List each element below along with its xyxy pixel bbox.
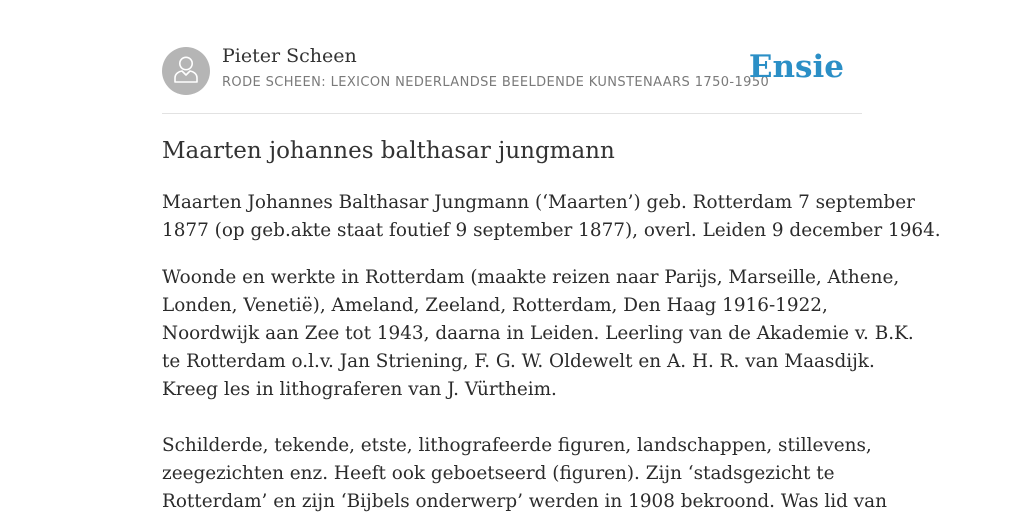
text-line: Rotterdam’ en zijn ‘Bijbels onderwerp’ werden in 1908 bekroond. Was lid van xyxy=(162,491,887,512)
text-line: Woonde en werkte in Rotterdam (maakte reizen naar Parijs, Marseille, Athene, xyxy=(162,267,900,288)
author-name[interactable]: Pieter Scheen xyxy=(222,45,357,67)
user-icon xyxy=(172,54,200,88)
paragraph xyxy=(162,264,914,404)
paragraph xyxy=(162,189,941,245)
source-label[interactable]: RODE SCHEEN: LEXICON NEDERLANDSE BEELDENDE KUNSTENAARS 1750-1950 xyxy=(222,75,770,90)
article-body xyxy=(162,189,941,512)
header xyxy=(162,0,862,114)
text-line: Londen, Venetië), Ameland, Zeeland, Rotterdam, Den Haag 1916-1922, xyxy=(162,295,828,316)
text-line: zeegezichten enz. Heeft ook geboetseerd (figuren). Zijn ‘stadsgezicht te xyxy=(162,463,835,484)
text-line: Noordwijk aan Zee tot 1943, daarna in Leiden. Leerling van de Akademie v. B.K. xyxy=(162,323,914,344)
text-line: te Rotterdam o.l.v. Jan Striening, F. G. W. Oldewelt en A. H. R. van Maasdijk. xyxy=(162,351,875,372)
page xyxy=(162,0,941,512)
text-line: Maarten Johannes Balthasar Jungmann (‘Maarten’) geb. Rotterdam 7 september xyxy=(162,192,915,213)
text-line: Kreeg les in lithograferen van J. Vürtheim. xyxy=(162,379,557,400)
brand-logo[interactable]: Ensie xyxy=(748,49,844,85)
text-line: 1877 (op geb.akte staat foutief 9 september 1877), overl. Leiden 9 december 1964. xyxy=(162,220,941,241)
paragraph xyxy=(162,432,887,512)
avatar[interactable] xyxy=(162,47,210,95)
text-line: Schilderde, tekende, etste, lithografeerde figuren, landschappen, stillevens, xyxy=(162,435,872,456)
article-title: Maarten johannes balthasar jungmann xyxy=(162,138,615,164)
